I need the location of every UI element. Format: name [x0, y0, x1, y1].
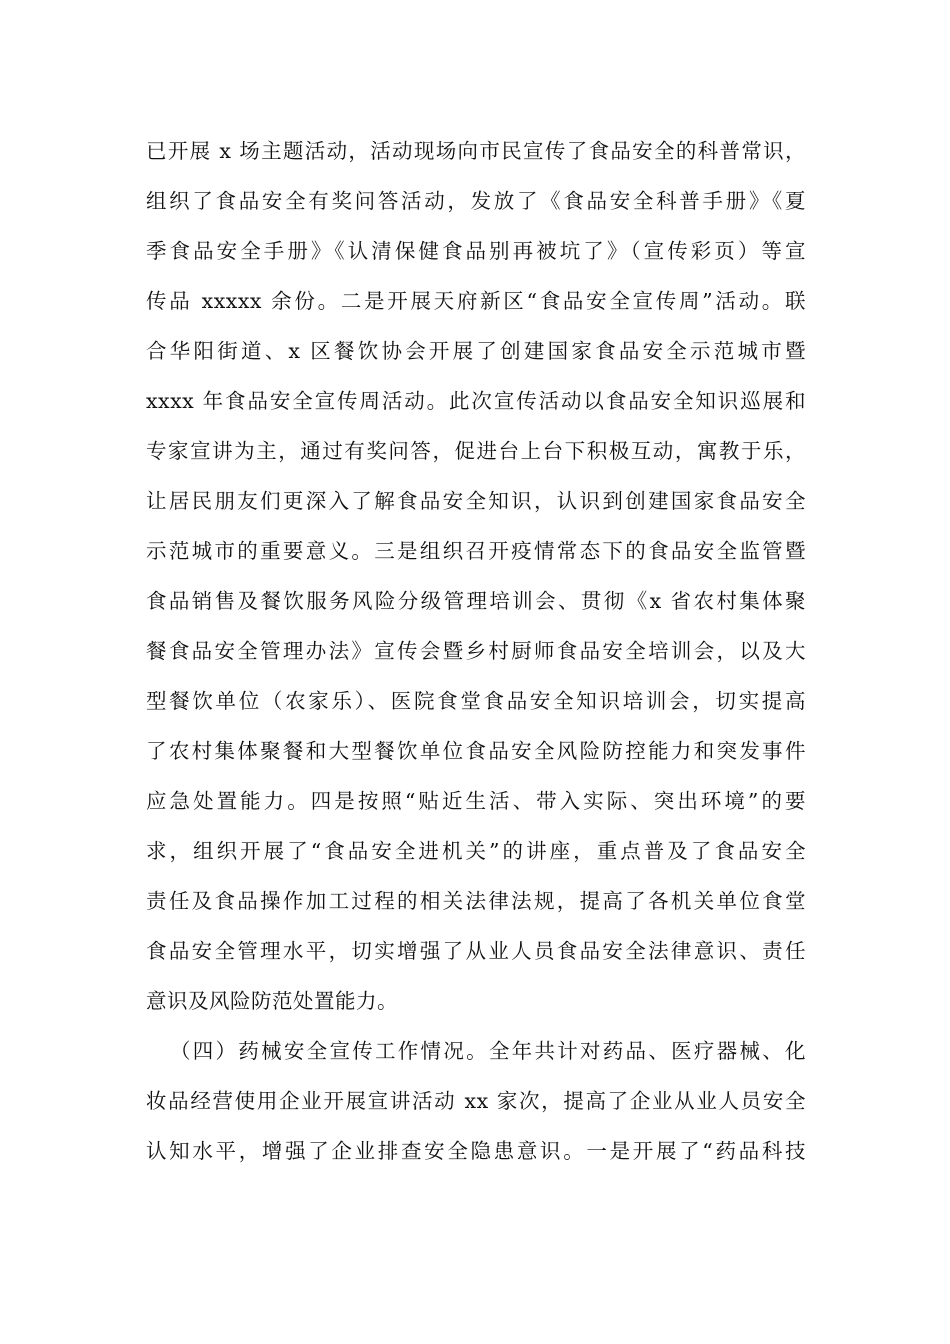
text-line-18: 意识及风险防范处置能力。	[146, 989, 398, 1013]
text-line-5: 合华阳街道、x 区餐饮协会开展了创建国家食品安全示范城市暨	[146, 339, 806, 363]
section-four-heading-line: （四）药械安全宣传工作情况。全年共计对药品、医疗器械、化	[170, 1039, 806, 1063]
text-line-11: 餐食品安全管理办法》宣传会暨乡村厨师食品安全培训会，以及大	[146, 639, 806, 663]
text-line-21: 认知水平，增强了企业排查安全隐患意识。一是开展了“药品科技	[146, 1139, 806, 1163]
text-line-8: 让居民朋友们更深入了解食品安全知识，认识到创建国家食品安全	[146, 489, 806, 513]
text-line-1: 已开展 x 场主题活动，活动现场向市民宣传了食品安全的科普常识，	[146, 139, 806, 163]
text-line-12: 型餐饮单位（农家乐）、医院食堂食品安全知识培训会，切实提高	[146, 689, 806, 713]
text-line-15: 求，组织开展了“食品安全进机关”的讲座，重点普及了食品安全	[146, 839, 806, 863]
text-line-2: 组织了食品安全有奖问答活动，发放了《食品安全科普手册》《夏	[146, 189, 806, 213]
text-line-20: 妆品经营使用企业开展宣讲活动 xx 家次，提高了企业从业人员安全	[146, 1089, 806, 1113]
text-line-17: 食品安全管理水平，切实增强了从业人员食品安全法律意识、责任	[146, 939, 806, 963]
text-line-4: 传品 xxxxx 余份。二是开展天府新区“食品安全宣传周”活动。联	[146, 289, 806, 313]
text-line-10: 食品销售及餐饮服务风险分级管理培训会、贯彻《x 省农村集体聚	[146, 589, 806, 613]
text-line-13: 了农村集体聚餐和大型餐饮单位食品安全风险防控能力和突发事件	[146, 739, 806, 763]
text-line-16: 责任及食品操作加工过程的相关法律法规，提高了各机关单位食堂	[146, 889, 806, 913]
text-line-6: xxxx 年食品安全宣传周活动。此次宣传活动以食品安全知识巡展和	[146, 389, 806, 413]
text-line-9: 示范城市的重要意义。三是组织召开疫情常态下的食品安全监管暨	[146, 539, 806, 563]
text-line-3: 季食品安全手册》《认清保健食品别再被坑了》（宣传彩页）等宣	[146, 239, 806, 263]
text-line-14: 应急处置能力。四是按照“贴近生活、带入实际、突出环境”的要	[146, 789, 806, 813]
text-line-7: 专家宣讲为主，通过有奖问答，促进台上台下积极互动，寓教于乐，	[146, 439, 806, 463]
